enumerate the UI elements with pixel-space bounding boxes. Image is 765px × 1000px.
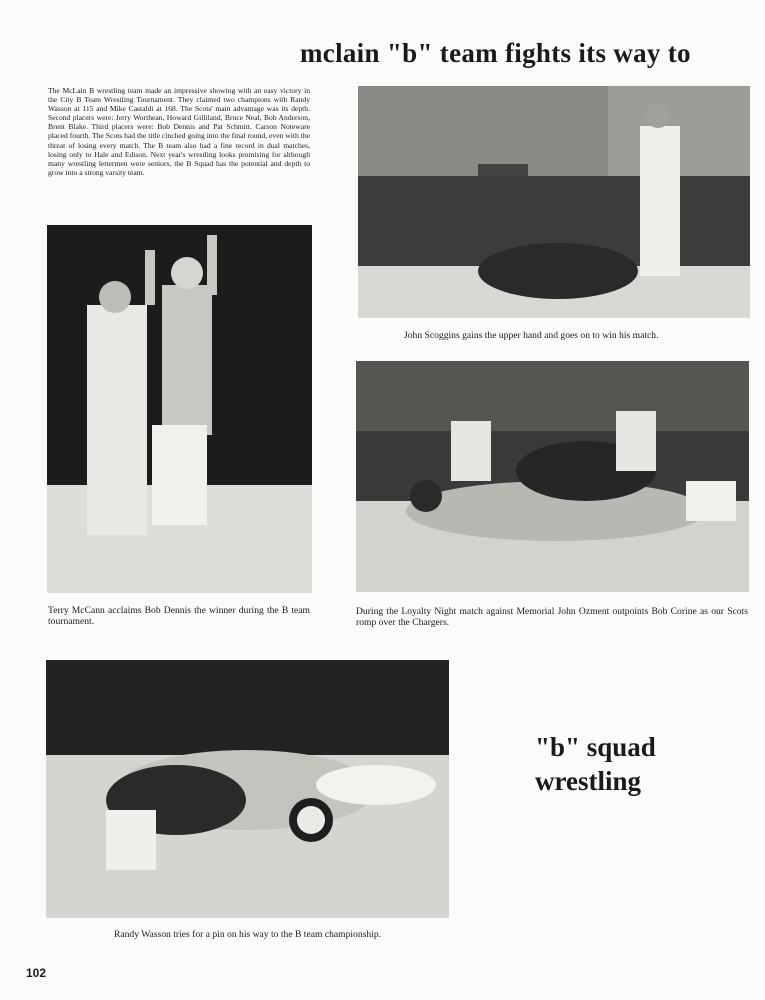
caption-loyalty: During the Loyalty Night match against Memorial John Ozment outpoints Bob Corine as our Scots romp over the Chargers.	[356, 606, 748, 628]
photo-wasson-pin	[46, 660, 449, 918]
caption-mccann: Terry McCann acclaims Bob Dennis the winner during the B team tournament.	[48, 605, 310, 627]
subhead-line-1: "b" squad	[535, 732, 656, 762]
photo-scoggins-match	[358, 86, 750, 318]
page-number: 102	[26, 966, 47, 980]
caption-wasson: Randy Wasson tries for a pin on his way to the B team championship.	[113, 929, 382, 940]
caption-scoggins: John Scoggins gains the upper hand and goes on to win his match.	[404, 330, 659, 341]
page-headline: mclain "b" team fights its way to	[300, 38, 691, 68]
photo-loyalty-night-match	[356, 361, 749, 592]
section-subhead	[535, 730, 656, 798]
subhead-line-2: wrestling	[535, 766, 641, 796]
intro-paragraph: The McLain B wrestling team made an impressive showing with an easy victory in the City B Team Wrestling Tournament. They claimed two champions with Randy Wasson at 115 and Mike Castaldi at 168. The Scots' main advantage was its depth. Second placers were: Jerry Worthean, Howard Gilliland, Bruce Neal, Bob Anderson, Brent Blake. Third placers were: Bob Dennis and Pat Schmitt. Carson Noteware placed fourth. The Scots had the title cinched going into the final round, even with the threat of losing every match. The B team also had a fine record in dual matches, losing only to Hale and Edison. Next year's wrestling looks promising for although many wrestling lettermen were seniors, the B Squad has the potential and depth to grow into a strong varsity team.	[48, 86, 310, 177]
photo-mccann-acclaims	[47, 225, 312, 593]
